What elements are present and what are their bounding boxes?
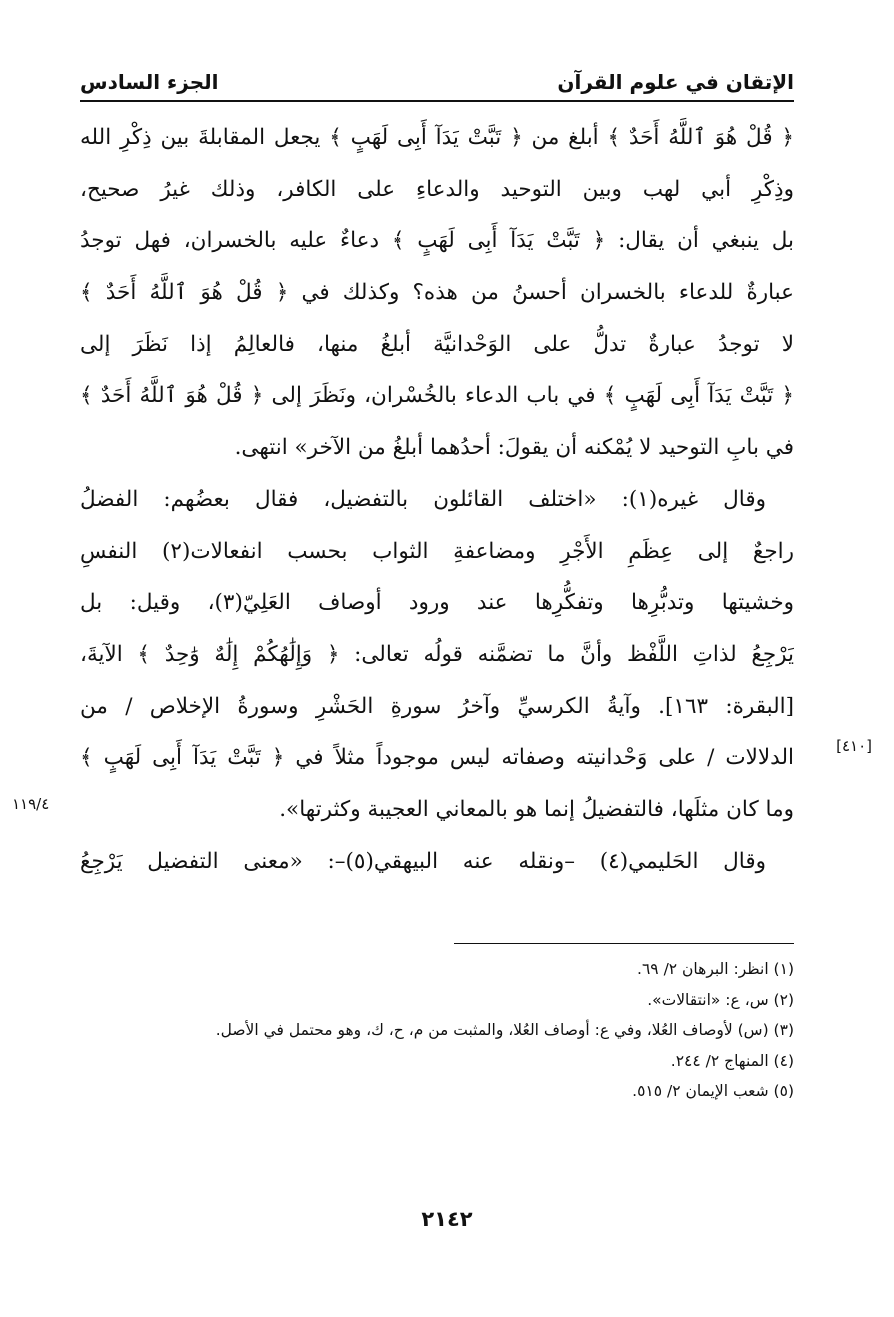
text-line: وما كان مثلَها، فالتفضيلُ إنما هو بالمعاني العجيبة وكثرتها». bbox=[279, 796, 794, 822]
footnote-4: (٤) المنهاج ٢/ ٢٤٤. bbox=[670, 1051, 794, 1070]
text-line: في بابِ التوحيد لا يُمْكنه أن يقولَ: أحدُهما أبلغُ من الآخر» انتهى. bbox=[234, 435, 794, 461]
text-line: وقال غيره(١): «اختلف القائلون بالتفضيل، فقال بعضُهم: الفضلُ bbox=[80, 486, 766, 512]
page-number: ٢١٤٢ bbox=[421, 1207, 473, 1231]
part-label: الجزء السادس bbox=[80, 70, 219, 94]
text-line: ﴿ تَبَّتْ يَدَآ أَبِى لَهَبٍ ﴾ في باب الدعاء بالخُسْران، ونَظَرَ إلى ﴿ قُلْ هُوَ ٱللَّهُ أَحَدٌ ﴾ bbox=[80, 383, 794, 409]
text-line: بل ينبغي أن يقال: ﴿ تَبَّتْ يَدَآ أَبِى لَهَبٍ ﴾ دعاءٌ عليه بالخسران، فهل توجدُ bbox=[80, 228, 794, 254]
margin-reference-1: [٤١٠] bbox=[836, 737, 872, 755]
text-line: عبارةٌ للدعاء بالخسران أحسنُ من هذه؟ وكذلك في ﴿ قُلْ هُوَ ٱللَّهُ أَحَدٌ ﴾ bbox=[80, 280, 794, 306]
footnote-2: (٢) س، ع: «انتقالات». bbox=[647, 990, 794, 1009]
text-line: وذِكْرِ أبي لهب وبين التوحيد والدعاءِ على الكافر، وذلك غيرُ صحيح، bbox=[80, 176, 794, 202]
main-text bbox=[80, 112, 794, 887]
text-line: لا توجدُ عبارةٌ تدلُّ على الوَحْدانيَّة أبلغُ منها، فالعالِمُ إذا نَظَرَ إلى bbox=[80, 331, 794, 357]
text-line: [البقرة: ١٦٣]. وآيةُ الكرسيِّ وآخرُ سورةِ الحَشْرِ وسورةُ الإخلاص / من bbox=[80, 693, 794, 719]
footnote-1: (١) انظر: البرهان ٢/ ٦٩. bbox=[637, 960, 794, 978]
text-line: وخشيتها وتدبُّرِها وتفكُّرِها عند ورود أوصاف العَلِيّ(٣)، وقيل: بل bbox=[80, 590, 794, 616]
text-line: الدلالات / على وَحْدانيته وصفاته ليس موجوداً مثلاً في ﴿ تَبَّتْ يَدَآ أَبِى لَهَبٍ ﴾ bbox=[80, 745, 794, 771]
footnote-3: (٣) (س) لأوصاف العُلا، وفي ع: أوصاف العُلا، والمثبت من م، ح، ك، وهو محتمل في الأصل. bbox=[215, 1021, 794, 1040]
margin-reference-2: ١١٩/٤ bbox=[12, 795, 50, 813]
running-header bbox=[80, 54, 794, 94]
header-rule bbox=[80, 100, 794, 102]
footnote-5: (٥) شعب الإيمان ٢/ ٥١٥. bbox=[632, 1082, 794, 1101]
text-line: وقال الحَليمي(٤) –ونقله عنه البيهقي(٥)–: «معنى التفضيل يَرْجِعُ bbox=[80, 848, 766, 874]
footnotes bbox=[80, 954, 794, 1107]
book-title: الإتقان في علوم القرآن bbox=[557, 70, 794, 94]
text-line: يَرْجِعُ لذاتِ اللَّفْظ وأنَّ ما تضمَّنه قولُه تعالى: ﴿ وَإِلَٰهُكُمْ إِلَٰهٌ وَٰحِدٌ ﴾ الآيةَ، bbox=[80, 641, 794, 667]
footnote-rule bbox=[454, 943, 794, 944]
text-line: راجعٌ إلى عِظَمِ الأَجْرِ ومضاعفةِ الثواب بحسب انفعالات(٢) النفسِ bbox=[80, 538, 794, 564]
text-line: ﴿ قُلْ هُوَ ٱللَّهُ أَحَدٌ ﴾ أبلغ من ﴿ تَبَّتْ يَدَآ أَبِى لَهَبٍ ﴾ يجعل المقابلةَ بين ذِكْرِ الله bbox=[80, 125, 794, 150]
